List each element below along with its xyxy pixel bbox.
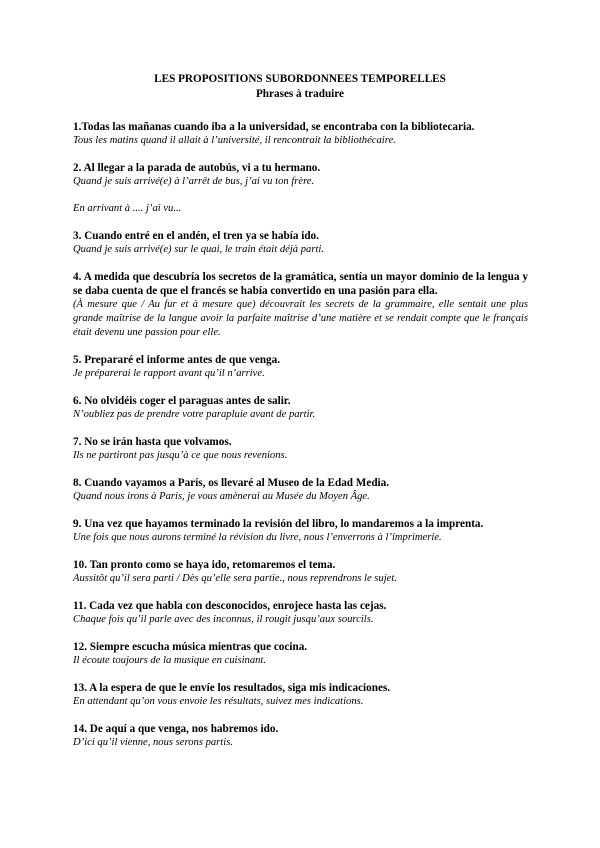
- sentence-item-3: [73, 229, 528, 257]
- sentence-item-8: [73, 476, 528, 504]
- sentence-item-2: [73, 161, 528, 216]
- spanish-sentence: 14. De aquí a que venga, nos habremos ido.: [73, 723, 279, 735]
- page-subtitle: Phrases à traduire: [255, 88, 345, 100]
- french-translation: N’oubliez pas de prendre votre parapluie avant de partir.: [73, 409, 316, 420]
- french-alternative: En arrivant à .... j’ai vu...: [73, 203, 182, 214]
- french-translation: D’ici qu’il vienne, nous serons partis.: [73, 737, 233, 748]
- spanish-sentence: 5. Prepararé el informe antes de que venga.: [73, 354, 281, 366]
- sentence-item-14: [73, 722, 528, 750]
- sentence-list: [73, 120, 528, 750]
- french-translation: Je préparerai le rapport avant qu’il n’arrive.: [73, 368, 265, 379]
- sentence-item-6: [73, 394, 528, 422]
- spanish-sentence: 1.Todas las mañanas cuando iba a la universidad, se encontraba con la bibliotecaria.: [73, 121, 475, 133]
- french-translation: Quand nous irons à Paris, je vous amènerai au Musée du Moyen Âge.: [73, 491, 370, 502]
- sentence-item-13: [73, 681, 528, 709]
- spanish-sentence: 6. No olvidéis coger el paraguas antes de salir.: [73, 395, 291, 407]
- spanish-sentence: 4. A medida que descubría los secretos de la gramática, sentía un mayor dominio de la lengua y se daba cuenta de que el francés se había convertido en una pasión para ella.: [73, 271, 528, 297]
- spanish-sentence: 10. Tan pronto como se haya ido, retomaremos el tema.: [73, 559, 336, 571]
- sentence-item-9: [73, 517, 528, 545]
- sentence-item-1: [73, 120, 528, 148]
- sentence-item-12: [73, 640, 528, 668]
- spanish-sentence: 8. Cuando vayamos a París, os llevaré al Museo de la Edad Media.: [73, 477, 390, 489]
- french-translation: Tous les matins quand il allait à l’université, il rencontrait la bibliothécaire.: [73, 135, 396, 146]
- sentence-item-5: [73, 353, 528, 381]
- french-translation: Quand je suis arrivé(e) à l’arrêt de bus, j’ai vu ton frère.: [73, 176, 315, 187]
- french-translation: Quand je suis arrivé(e) sur le quai, le train était déjà parti.: [73, 244, 324, 255]
- french-translation: Chaque fois qu’il parle avec des inconnus, il rougit jusqu’aux sourcils.: [73, 614, 374, 625]
- french-translation: Il écoute toujours de la musique en cuisinant.: [73, 655, 267, 666]
- spanish-sentence: 11. Cada vez que habla con desconocidos, enrojece hasta las cejas.: [73, 600, 387, 612]
- spanish-sentence: 12. Siempre escucha música mientras que cocina.: [73, 641, 308, 653]
- sentence-item-11: [73, 599, 528, 627]
- spanish-sentence: 9. Una vez que hayamos terminado la revisión del libro, lo mandaremos a la imprenta.: [73, 518, 484, 530]
- sentence-item-4: [73, 270, 528, 340]
- french-translation: Une fois que nous aurons terminé la révision du livre, nous l’enverrons à l’imprimerie.: [73, 532, 442, 543]
- spanish-sentence: 2. Al llegar a la parada de autobús, vi a tu hermano.: [73, 162, 321, 174]
- sentence-item-10: [73, 558, 528, 586]
- french-translation: Ils ne partiront pas jusqu’à ce que nous revenions.: [73, 450, 288, 461]
- french-translation: Aussitôt qu’il sera parti / Dès qu’elle sera partie., nous reprendrons le sujet.: [73, 573, 397, 584]
- spanish-sentence: 7. No se irán hasta que volvamos.: [73, 436, 232, 448]
- page-title: LES PROPOSITIONS SUBORDONNEES TEMPORELLES: [154, 73, 446, 85]
- spanish-sentence: 13. A la espera de que le envíe los resultados, siga mis indicaciones.: [73, 682, 391, 694]
- french-translation: En attendant qu’on vous envoie les résultats, suivez mes indications.: [73, 696, 364, 707]
- french-translation: (À mesure que / Au fur et à mesure que) découvrait les secrets de la grammaire, elle sentait une plus grande maîtrise de la langue avoir la parfaite maîtrise d’une matière et se rendait compte que le français était devenu une passion pour elle.: [73, 299, 528, 338]
- document-header: [0, 72, 600, 102]
- spanish-sentence: 3. Cuando entré en el andén, el tren ya se había ido.: [73, 230, 319, 242]
- sentence-item-7: [73, 435, 528, 463]
